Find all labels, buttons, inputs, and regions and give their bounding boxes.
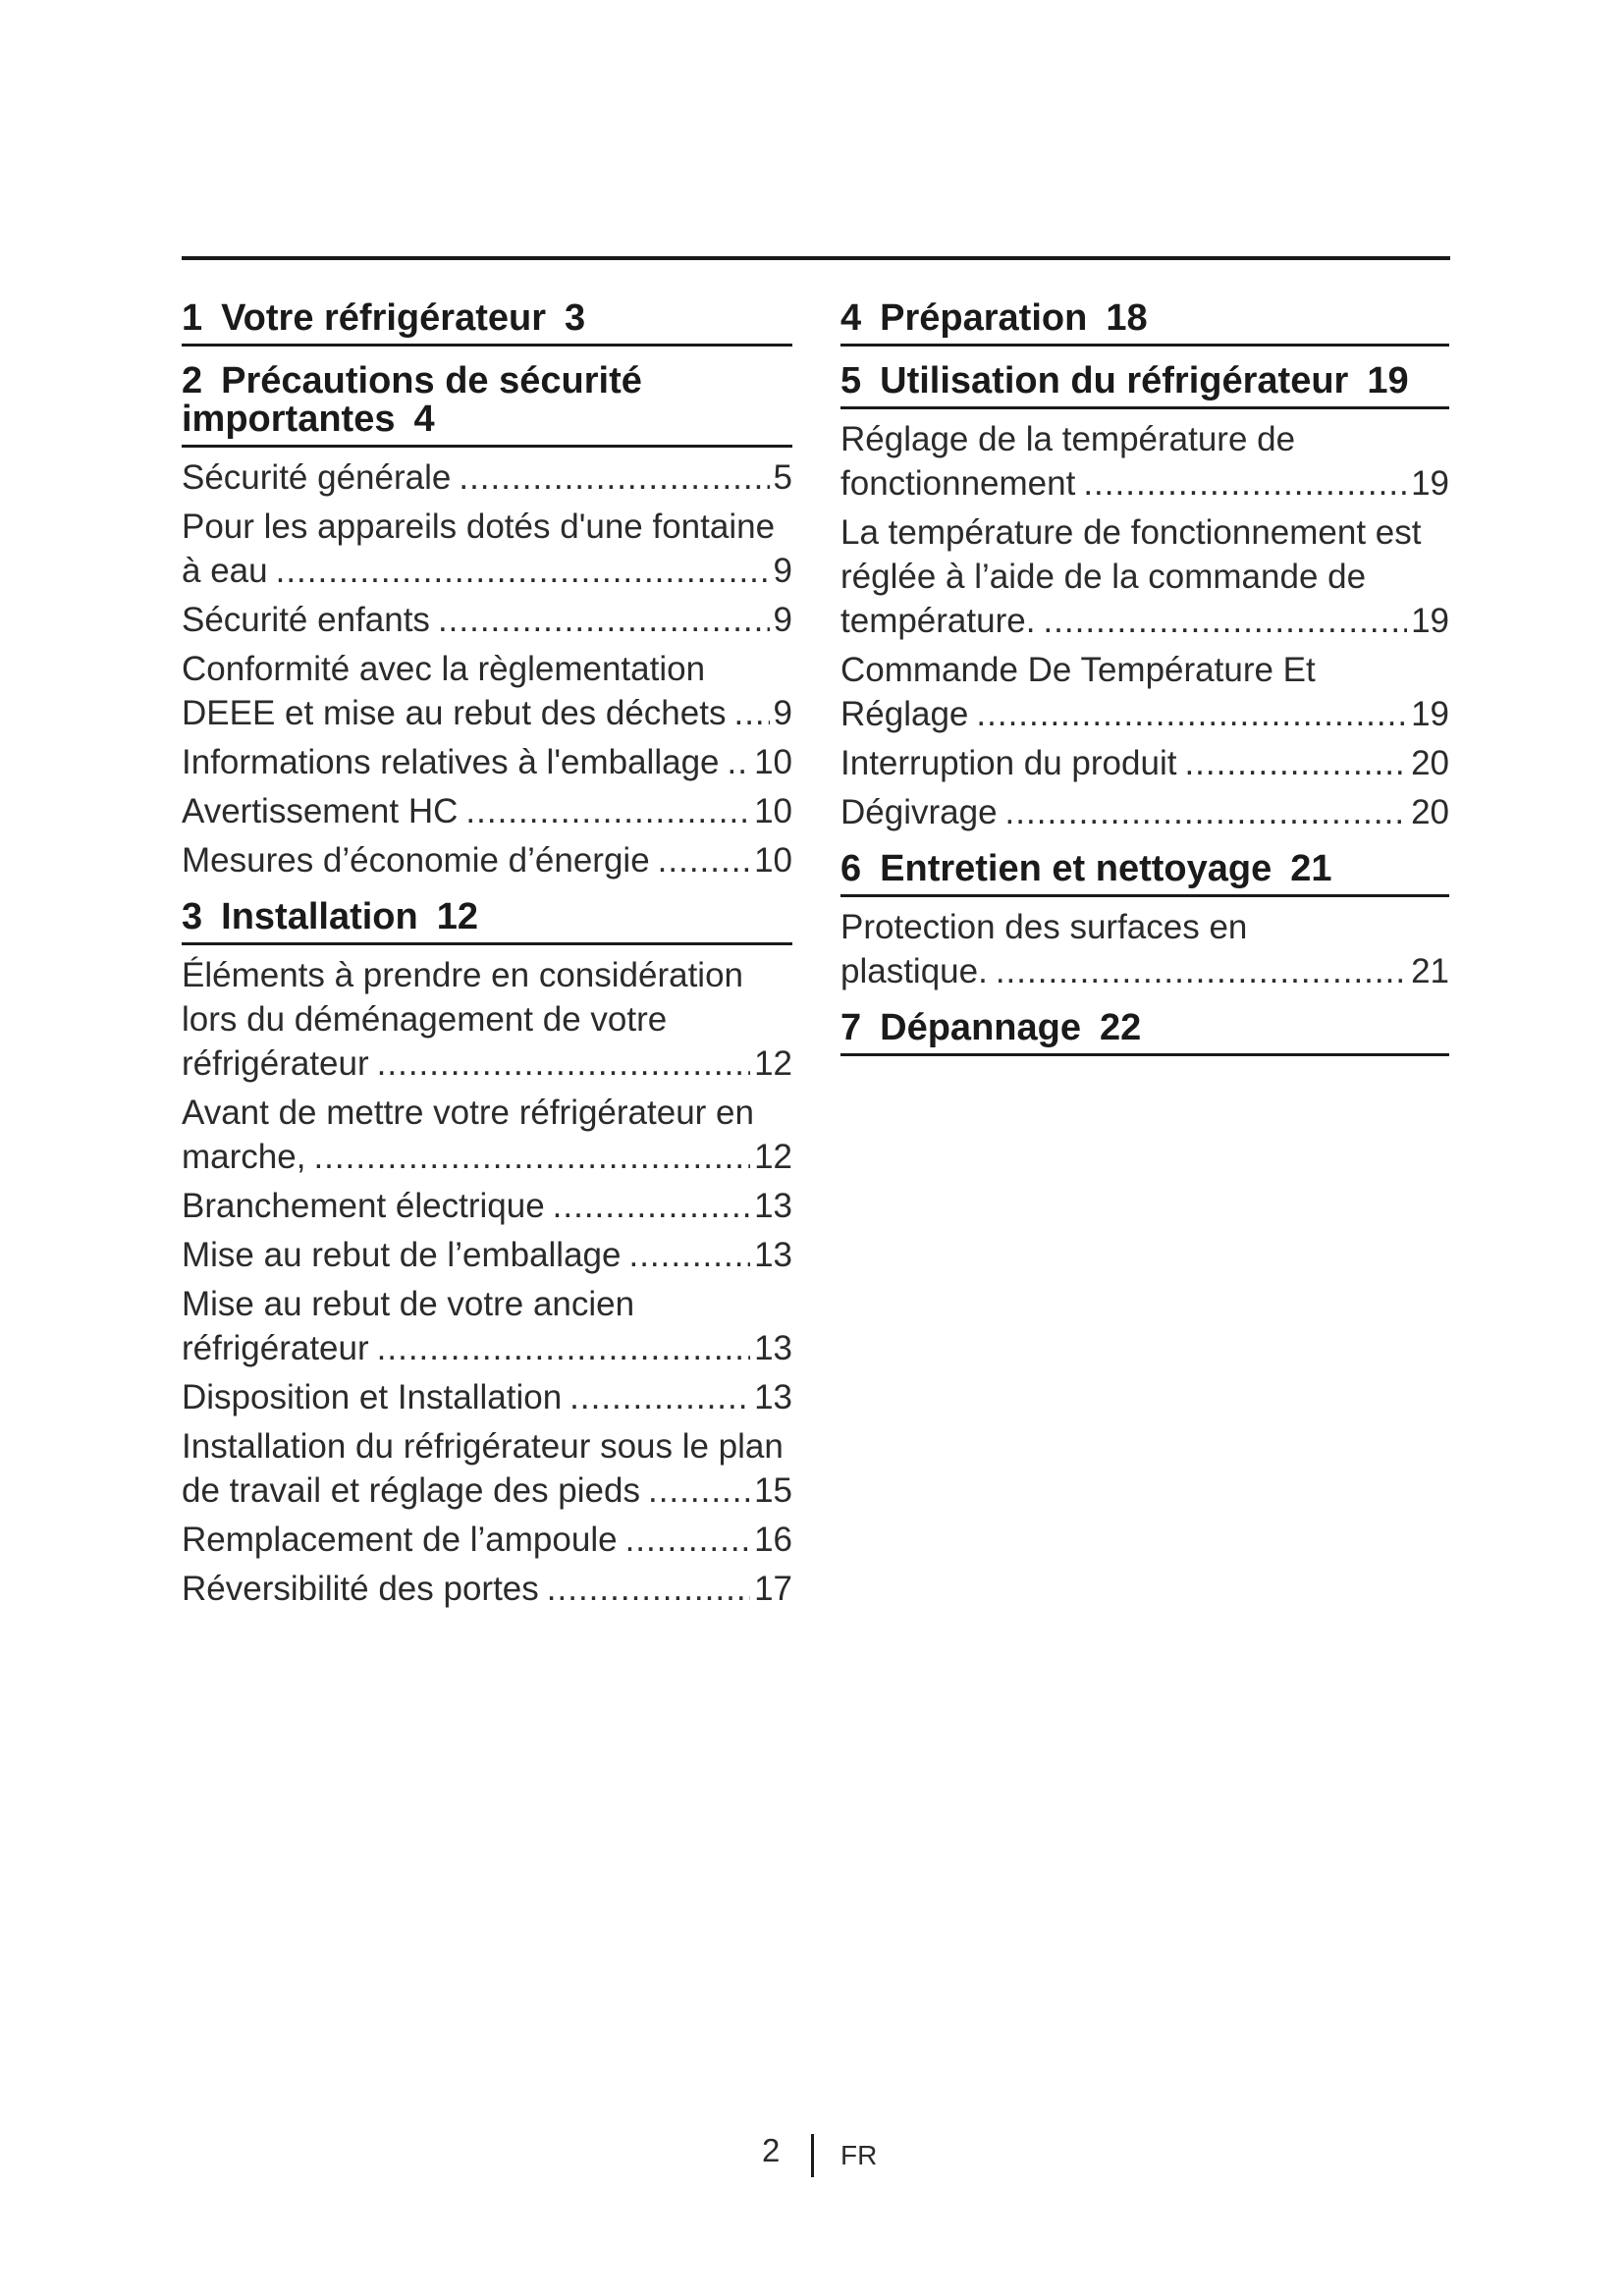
toc-entry[interactable] <box>182 647 792 735</box>
section-title: Entretien et nettoyage <box>880 848 1272 889</box>
section-title: Installation <box>221 896 418 937</box>
section-title: Dépannage <box>880 1007 1081 1048</box>
entry-title: Disposition et Installation <box>182 1378 563 1416</box>
section-title: Précautions de sécurité importantes <box>182 360 642 440</box>
entry-page-number: 17 <box>754 1570 792 1608</box>
toc-entry[interactable] <box>182 740 792 784</box>
toc-section <box>840 299 1449 347</box>
toc-section <box>182 898 792 1611</box>
section-page-number: 4 <box>413 399 435 440</box>
dot-leader <box>438 598 770 642</box>
section-number: 7 <box>840 1007 862 1048</box>
entry-title: Informations relatives à l'emballage <box>182 743 720 781</box>
section-page-number: 3 <box>565 297 586 339</box>
section-number: 1 <box>182 297 203 339</box>
section-page-number: 21 <box>1290 848 1332 889</box>
dot-leader <box>553 1184 750 1228</box>
toc-entry[interactable] <box>182 1282 792 1370</box>
dot-leader <box>459 455 769 500</box>
entry-title-lead: Pour les appareils dotés d'une fontaine <box>182 507 776 546</box>
entry-page-number: 13 <box>754 1236 792 1274</box>
entry-page-number: 10 <box>754 743 792 781</box>
entry-page-number: 10 <box>754 841 792 880</box>
entry-title-lead: Éléments à prendre en considération lors du déménagement de votre <box>182 956 744 1039</box>
entry-title: marche, <box>182 1138 306 1176</box>
entry-title: à eau <box>182 552 268 590</box>
entry-page-number: 15 <box>754 1471 792 1510</box>
entry-page-number: 12 <box>754 1044 792 1083</box>
section-number: 3 <box>182 896 203 937</box>
toc-entry[interactable] <box>182 838 792 882</box>
entry-title-lead: Conformité avec la règlementation <box>182 650 706 688</box>
dot-leader <box>1043 599 1407 643</box>
entry-title-lead: Mise au rebut de votre ancien <box>182 1285 635 1323</box>
toc-section <box>182 362 792 882</box>
entry-title-lead: Protection des surfaces en <box>840 908 1248 946</box>
toc-right-column <box>840 299 1449 1072</box>
toc-entry[interactable] <box>182 953 792 1086</box>
toc-entry[interactable] <box>182 505 792 593</box>
dot-leader <box>628 1233 750 1277</box>
entry-title: Interruption du produit <box>840 744 1177 782</box>
section-heading[interactable] <box>182 898 792 945</box>
entry-title: Mesures d’économie d’énergie <box>182 841 650 880</box>
entry-page-number: 20 <box>1411 793 1449 831</box>
entry-page-number: 5 <box>773 458 792 497</box>
entry-page-number: 20 <box>1411 744 1449 782</box>
toc-entry[interactable] <box>840 510 1449 643</box>
entry-page-number: 13 <box>754 1378 792 1416</box>
entry-page-number: 19 <box>1411 464 1449 503</box>
dot-leader <box>648 1468 750 1513</box>
language-code: FR <box>840 2140 878 2170</box>
section-page-number: 18 <box>1106 297 1148 339</box>
toc-entry[interactable] <box>840 741 1449 785</box>
dot-leader <box>1005 790 1408 834</box>
entry-title: réfrigérateur <box>182 1044 369 1083</box>
footer-divider <box>811 2134 814 2177</box>
dot-leader <box>547 1567 750 1611</box>
entry-title: Dégivrage <box>840 793 998 831</box>
toc-entry[interactable] <box>182 598 792 642</box>
page-number: 2 <box>762 2132 781 2168</box>
dot-leader <box>465 789 750 833</box>
top-rule <box>182 256 1450 260</box>
entry-title: Réglage <box>840 695 969 733</box>
toc-entry[interactable] <box>840 648 1449 736</box>
section-number: 4 <box>840 297 862 339</box>
section-heading[interactable] <box>182 299 792 347</box>
entry-page-number: 9 <box>773 694 792 732</box>
toc-left-column <box>182 299 792 1627</box>
dot-leader <box>1184 741 1407 785</box>
toc-entry[interactable] <box>182 1091 792 1179</box>
dot-leader <box>377 1041 750 1086</box>
dot-leader <box>377 1326 750 1370</box>
toc-entry[interactable] <box>182 1184 792 1228</box>
page-footer <box>0 2132 1624 2181</box>
dot-leader <box>976 692 1407 736</box>
section-title: Votre réfrigérateur <box>221 297 546 339</box>
entry-title: fonctionnement <box>840 464 1076 503</box>
entry-page-number: 9 <box>773 601 792 639</box>
section-number: 6 <box>840 848 862 889</box>
section-heading[interactable] <box>182 362 792 448</box>
dot-leader <box>625 1518 750 1562</box>
entry-page-number: 19 <box>1411 602 1449 640</box>
dot-leader <box>313 1135 750 1179</box>
entry-page-number: 12 <box>754 1138 792 1176</box>
entry-page-number: 19 <box>1411 695 1449 733</box>
section-number: 5 <box>840 360 862 401</box>
toc-section <box>840 1009 1449 1056</box>
toc-entry[interactable] <box>182 1375 792 1419</box>
toc-section <box>840 362 1449 834</box>
dot-leader <box>996 949 1407 993</box>
entry-title: de travail et réglage des pieds <box>182 1471 640 1510</box>
entry-title: Mise au rebut de l’emballage <box>182 1236 622 1274</box>
section-heading[interactable] <box>840 850 1449 897</box>
entry-page-number: 16 <box>754 1521 792 1559</box>
entry-title: DEEE et mise au rebut des déchets <box>182 694 727 732</box>
entry-title-lead: Commande De Température Et <box>840 651 1316 689</box>
entry-page-number: 21 <box>1411 952 1449 990</box>
entry-title: Avertissement HC <box>182 792 459 830</box>
entry-page-number: 9 <box>773 552 792 590</box>
dot-leader <box>1083 461 1407 506</box>
entry-title: Remplacement de l’ampoule <box>182 1521 618 1559</box>
toc-entry[interactable] <box>182 1424 792 1513</box>
toc-entry[interactable] <box>182 1567 792 1611</box>
section-heading[interactable] <box>840 1009 1449 1056</box>
entry-title-lead: La température de fonctionnement est réglée à l’aide de la commande de <box>840 513 1422 596</box>
entry-title-lead: Installation du réfrigérateur sous le plan <box>182 1427 784 1466</box>
dot-leader <box>728 740 751 784</box>
toc-entry[interactable] <box>182 789 792 833</box>
toc-section <box>840 850 1449 993</box>
entry-title: réfrigérateur <box>182 1329 369 1367</box>
toc-entry[interactable] <box>840 905 1449 993</box>
entry-page-number: 13 <box>754 1187 792 1225</box>
entry-title: plastique. <box>840 952 988 990</box>
section-number: 2 <box>182 360 203 401</box>
entry-page-number: 13 <box>754 1329 792 1367</box>
entry-page-number: 10 <box>754 792 792 830</box>
section-page-number: 12 <box>436 896 478 937</box>
section-heading[interactable] <box>840 299 1449 347</box>
entry-title: Réversibilité des portes <box>182 1570 539 1608</box>
section-title: Utilisation du réfrigérateur <box>880 360 1349 401</box>
entry-title-lead: Avant de mettre votre réfrigérateur en <box>182 1094 754 1132</box>
entry-title: Sécurité enfants <box>182 601 430 639</box>
section-page-number: 19 <box>1367 360 1409 401</box>
dot-leader <box>276 549 770 593</box>
section-title: Préparation <box>880 297 1088 339</box>
toc-entry[interactable] <box>840 417 1449 506</box>
entry-title: Branchement électrique <box>182 1187 545 1225</box>
entry-title: Sécurité générale <box>182 458 452 497</box>
toc-entry[interactable] <box>182 1518 792 1562</box>
entry-title-lead: Réglage de la température de <box>840 420 1296 458</box>
dot-leader <box>733 691 769 735</box>
toc-entry[interactable] <box>840 790 1449 834</box>
entry-title: température. <box>840 602 1036 640</box>
toc-entry[interactable] <box>182 455 792 500</box>
dot-leader <box>569 1375 750 1419</box>
section-page-number: 22 <box>1099 1007 1142 1048</box>
section-heading[interactable] <box>840 362 1449 409</box>
toc-entry[interactable] <box>182 1233 792 1277</box>
toc-section <box>182 299 792 347</box>
dot-leader <box>658 838 750 882</box>
